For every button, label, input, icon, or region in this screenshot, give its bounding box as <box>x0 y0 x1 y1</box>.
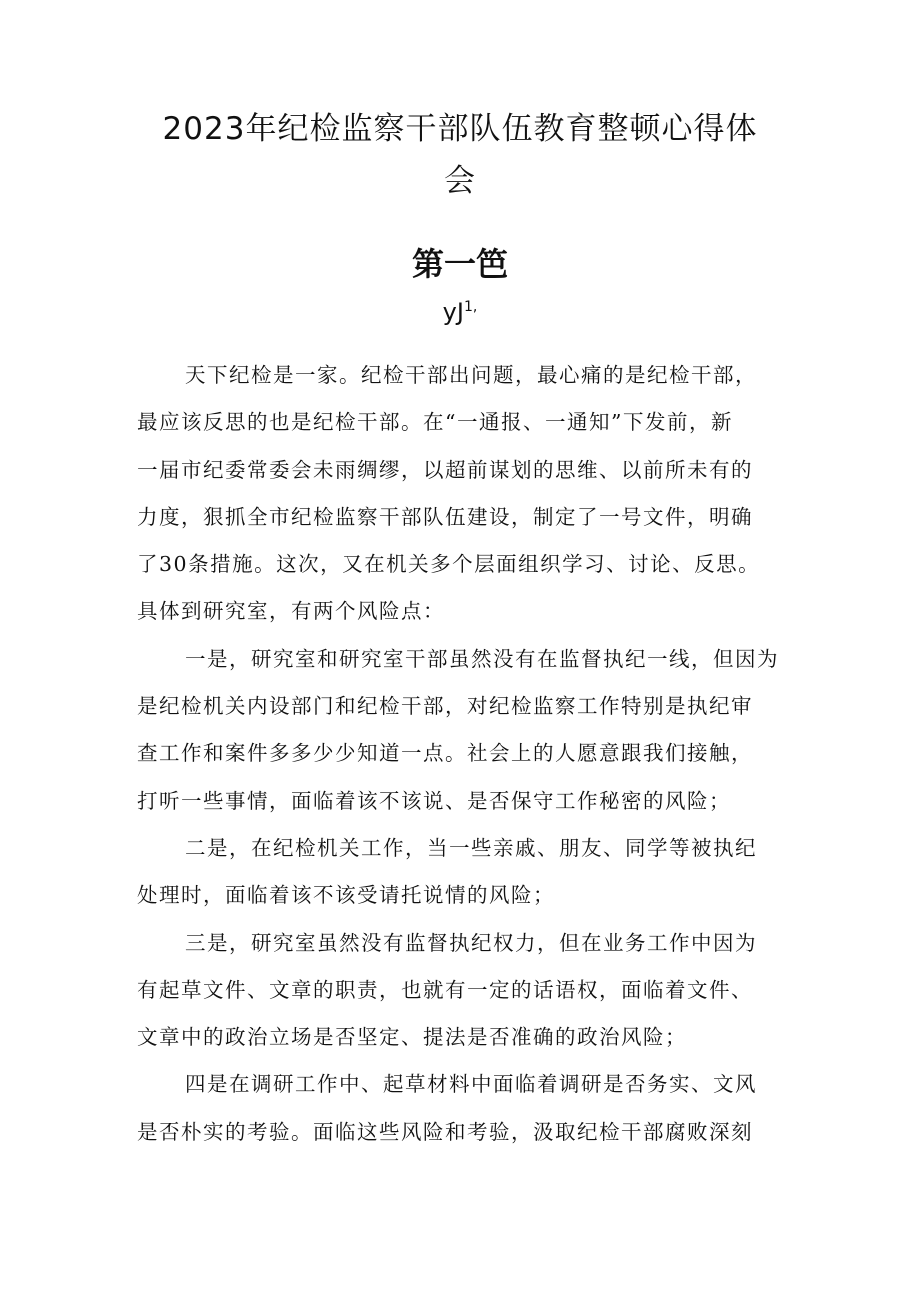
paragraph-line: 是否朴实的考验。面临这些风险和考验，汲取纪检干部腐败深刻 <box>137 1119 753 1144</box>
paragraph-line: 了30条措施。这次，又在机关多个层面组织学习、讨论、反思。 <box>137 552 761 577</box>
paragraph-line: 是纪检机关内设部门和纪检干部，对纪检监察工作特别是执纪审 <box>137 694 753 719</box>
body-text <box>137 352 801 1156</box>
paragraph-line: 最应该反思的也是纪检干部。在“一通报、一通知”下发前，新 <box>137 410 733 435</box>
document-title-line-1: 2023年纪检监察干部队伍教育整顿心得体 <box>162 111 758 147</box>
paragraph-line: 天下纪检是一家。纪检干部出问题，最心痛的是纪检干部， <box>185 363 757 387</box>
sub-heading-superscript: 1, <box>463 299 478 315</box>
sub-heading <box>0 290 920 329</box>
paragraph-line: 处理时，面临着该不该受请托说情的风险； <box>137 883 555 908</box>
paragraph-line: 一是，研究室和研究室干部虽然没有在监督执纪一线，但因为 <box>185 646 779 671</box>
paragraph-line: 三是，研究室虽然没有监督执纪权力，但在业务工作中因为 <box>185 930 757 955</box>
paragraph-line: 一届市纪委常委会未雨绸缪，以超前谋划的思维、以前所未有的 <box>137 457 753 482</box>
paragraph-line: 文章中的政治立场是否坚定、提法是否准确的政治风险； <box>137 1025 687 1050</box>
paragraph-line: 具体到研究室，有两个风险点： <box>137 599 445 624</box>
section-heading: 第一笆 <box>411 245 508 283</box>
sub-heading-main: yJ <box>442 298 464 326</box>
paragraph-line: 力度，狠抓全市纪检监察干部队伍建设，制定了一号文件，明确 <box>137 504 753 529</box>
paragraph-line: 查工作和案件多多少少知道一点。社会上的人愿意跟我们接触， <box>137 741 753 766</box>
paragraph-line: 二是，在纪检机关工作，当一些亲戚、朋友、同学等被执纪 <box>185 835 757 860</box>
paragraph-line: 四是在调研工作中、起草材料中面临着调研是否务实、文风 <box>185 1072 757 1097</box>
paragraph-line: 有起草文件、文章的职责，也就有一定的话语权，面临着文件、 <box>137 977 753 1002</box>
paragraph-line: 打听一些事情，面临着该不该说、是否保守工作秘密的风险； <box>137 788 731 813</box>
document-title-line-2: 会 <box>444 163 476 199</box>
